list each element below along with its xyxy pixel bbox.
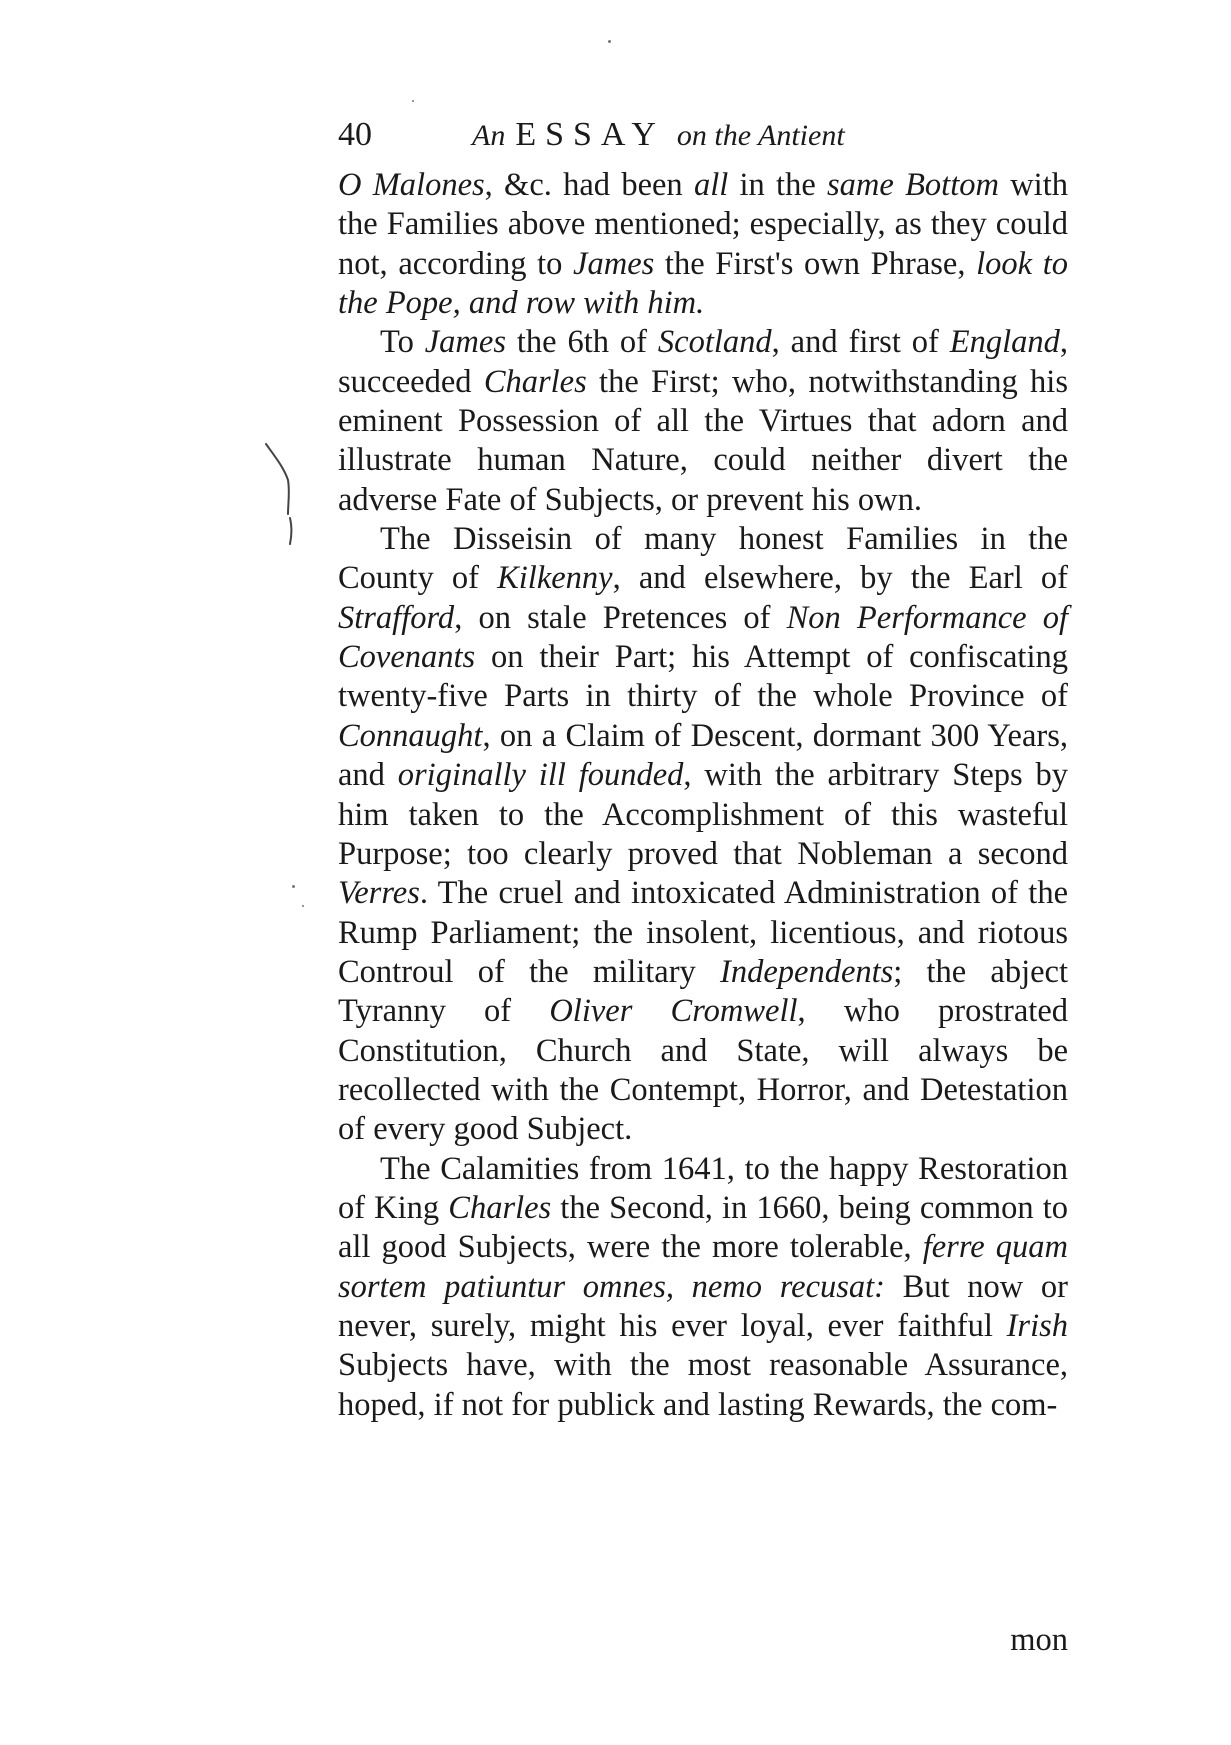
italic-run: originally ill founded bbox=[397, 757, 684, 794]
text-run: , on a Claim of Descent, dormant 300 Years, and bbox=[338, 717, 1068, 794]
text-run: , and elsewhere, by the Earl of bbox=[612, 560, 1068, 597]
text-run: . The cruel and intoxicated Administration of the Rump Parliament; the insolent, licentious, and riotous Controul of the military bbox=[338, 875, 1068, 990]
text-run: The Disseisin of many honest Families in the County of bbox=[338, 521, 1068, 597]
italic-run: look to the Pope, and row with him. bbox=[338, 245, 1069, 322]
text-run: , and first of bbox=[771, 324, 950, 361]
paragraph-3 bbox=[338, 520, 1068, 1150]
text-run: the First's own Phrase, bbox=[654, 245, 977, 282]
text-run: the Second, in 1660, being common to all good Subjects, were the more tolerable, bbox=[338, 1189, 1068, 1266]
italic-run: Connaught bbox=[338, 717, 483, 754]
italic-run: Scotland bbox=[657, 324, 772, 361]
italic-run: same Bottom bbox=[827, 167, 999, 203]
paper-speck bbox=[412, 100, 414, 102]
italic-run: James bbox=[573, 245, 655, 282]
text-run: , succeeded bbox=[338, 324, 1068, 400]
italic-run: Strafford bbox=[338, 599, 455, 636]
running-header bbox=[338, 112, 1068, 158]
text-run: , on stale Pretences of bbox=[454, 599, 787, 636]
text-run: The Calamities from 1641, to the happy Restoration of King bbox=[338, 1150, 1068, 1226]
paragraph-1 bbox=[338, 166, 1068, 323]
italic-run: England bbox=[949, 324, 1060, 361]
text-run: , who prostrated Constitution, Church and State, will always be recollected with the Contempt, Horror, and Detestation of every good Subject. bbox=[338, 993, 1068, 1148]
italic-run: Independents bbox=[720, 953, 894, 990]
italic-run: Kilkenny bbox=[497, 560, 613, 597]
text-run: To bbox=[380, 324, 425, 361]
catchword: mon bbox=[1010, 1622, 1068, 1658]
paper-speck bbox=[302, 905, 304, 907]
paragraph-4 bbox=[338, 1150, 1068, 1425]
text-run: But now or never, surely, might his ever loyal, ever faithful bbox=[338, 1268, 1069, 1344]
pencil-margin-mark bbox=[262, 440, 322, 550]
text-run: ; the abject Tyranny of bbox=[338, 953, 1069, 1030]
text-run: the First; who, notwithstanding his eminent Possession of all the Virtues that adorn and illustrate human Nature, could neither divert the adverse Fate of Subjects, or prevent his own. bbox=[338, 363, 1068, 518]
running-title bbox=[472, 112, 845, 159]
running-title-suffix: on the Antient bbox=[676, 119, 845, 152]
italic-run: Oliver Cromwell bbox=[549, 993, 798, 1030]
italic-run: Irish bbox=[1006, 1307, 1068, 1344]
page-number: 40 bbox=[338, 116, 372, 153]
text-run: , with the arbitrary Steps by him taken to the Accomplishment of this wasteful Purpose; too clearly proved that Nobleman a second bbox=[338, 757, 1068, 872]
text-run: on their Part; his Attempt of confiscating twenty-five Parts in thirty of the whole Province of bbox=[338, 639, 1068, 715]
paper-speck bbox=[608, 40, 611, 43]
text-run: the 6th of bbox=[505, 324, 658, 361]
italic-run: all bbox=[693, 167, 729, 203]
text-run: , &c. had been bbox=[484, 167, 694, 203]
italic-run: Charles bbox=[448, 1189, 552, 1226]
running-title-main: ESSAY bbox=[515, 116, 665, 153]
italic-run: Non Performance of Covenants bbox=[338, 599, 1068, 676]
italic-run: ferre quam sortem patiuntur omnes, nemo recusat: bbox=[338, 1229, 1068, 1305]
text-run: Subjects have, with the most reasonable Assurance, hoped, if not for publick and lasting Rewards, the com- bbox=[338, 1347, 1068, 1423]
italic-run: James bbox=[424, 324, 506, 361]
body-text bbox=[338, 166, 1068, 1425]
italic-run: O Malones bbox=[338, 167, 485, 203]
text-run: with the Families above mentioned; especially, as they could not, according to bbox=[338, 167, 1068, 282]
italic-run: Verres bbox=[338, 875, 420, 912]
paper-speck bbox=[292, 885, 295, 888]
text-run: in the bbox=[728, 167, 828, 203]
italic-run: Charles bbox=[483, 363, 587, 400]
paragraph-2 bbox=[338, 323, 1068, 520]
running-title-prefix: An bbox=[472, 119, 506, 152]
